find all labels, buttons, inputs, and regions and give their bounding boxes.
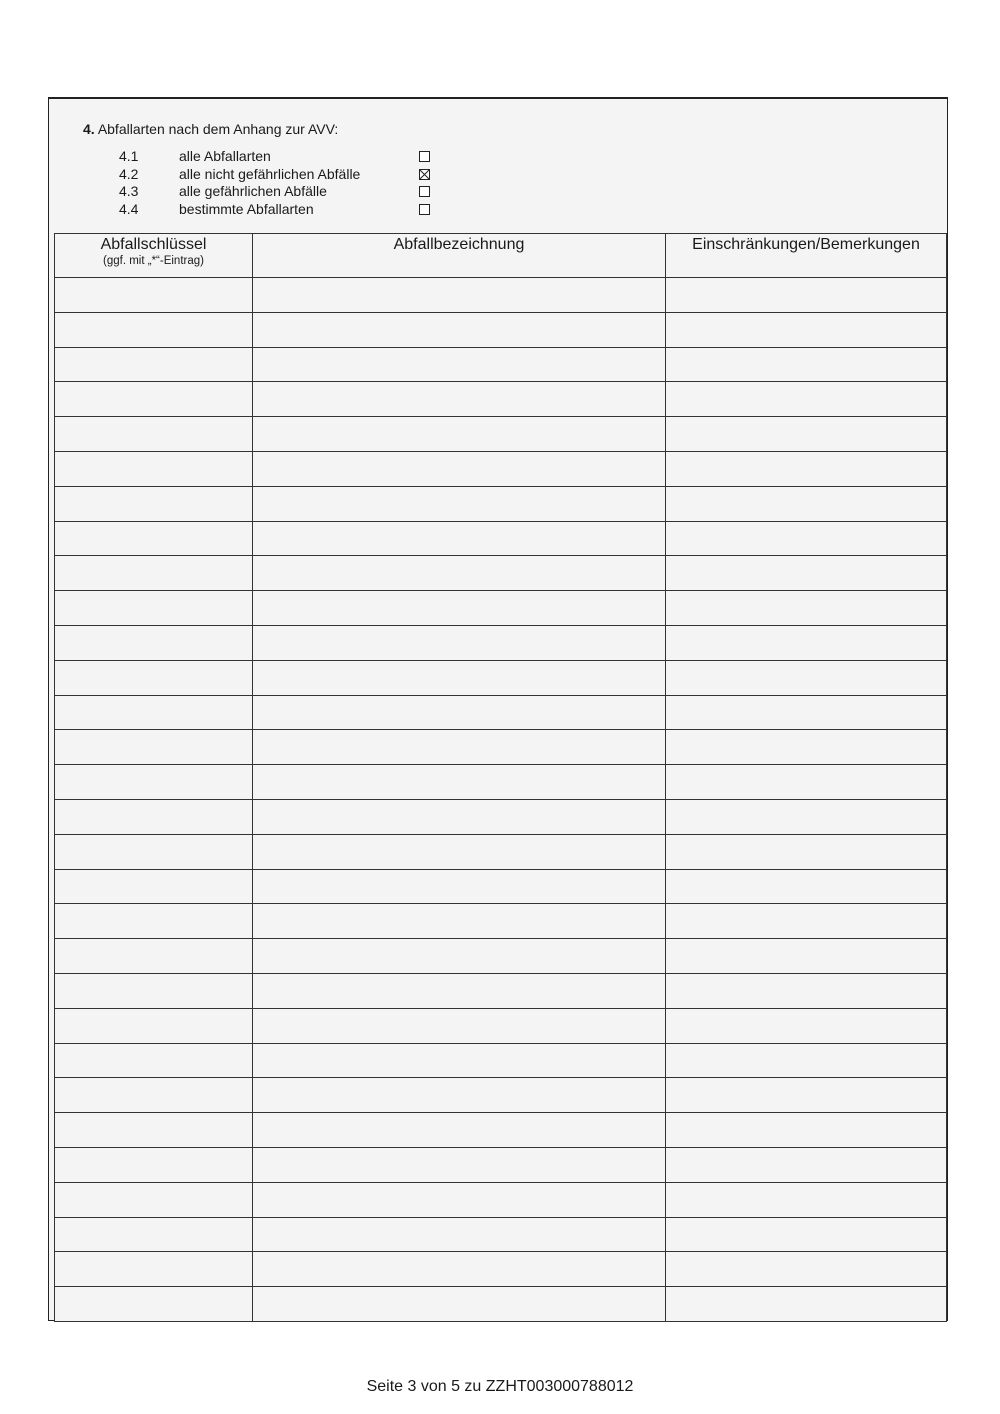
column-header-waste-key: [55, 234, 253, 278]
waste-key-cell[interactable]: [55, 1182, 253, 1217]
waste-key-cell[interactable]: [55, 347, 253, 382]
designation-cell[interactable]: [253, 556, 666, 591]
section-number: 4.: [83, 121, 95, 137]
waste-key-cell[interactable]: [55, 939, 253, 974]
designation-cell[interactable]: [253, 1252, 666, 1287]
option-label: alle gefährlichen Abfälle: [179, 183, 327, 199]
page-footer: Seite 3 von 5 zu ZZHT003000788012: [366, 1378, 634, 1395]
form-section-frame: [48, 97, 948, 1321]
checkbox-hazardous-waste[interactable]: [419, 186, 430, 197]
column-header-remarks: Einschränkungen/Bemerkungen: [666, 234, 947, 278]
option-row-4-3: [119, 183, 439, 201]
designation-cell[interactable]: [253, 730, 666, 765]
remarks-cell[interactable]: [666, 799, 947, 834]
designation-cell[interactable]: [253, 312, 666, 347]
waste-key-cell[interactable]: [55, 625, 253, 660]
remarks-cell[interactable]: [666, 1287, 947, 1322]
option-label: alle Abfallarten: [179, 148, 271, 164]
designation-cell[interactable]: [253, 799, 666, 834]
waste-key-header-label: Abfallschlüssel: [100, 236, 207, 253]
waste-key-cell[interactable]: [55, 973, 253, 1008]
waste-key-cell[interactable]: [55, 765, 253, 800]
table-row: [55, 1147, 947, 1182]
waste-key-cell[interactable]: [55, 1147, 253, 1182]
waste-key-cell[interactable]: [55, 1287, 253, 1322]
remarks-cell[interactable]: [666, 765, 947, 800]
designation-cell[interactable]: [253, 1008, 666, 1043]
table-row: [55, 1078, 947, 1113]
remarks-cell[interactable]: [666, 834, 947, 869]
designation-cell[interactable]: [253, 591, 666, 626]
designation-cell[interactable]: [253, 1078, 666, 1113]
table-row: [55, 1287, 947, 1322]
remarks-cell[interactable]: [666, 591, 947, 626]
waste-key-cell[interactable]: [55, 1252, 253, 1287]
table-row: [55, 869, 947, 904]
waste-key-cell[interactable]: [55, 799, 253, 834]
waste-key-cell[interactable]: [55, 278, 253, 313]
table-row: [55, 1043, 947, 1078]
designation-cell[interactable]: [253, 1217, 666, 1252]
waste-key-cell[interactable]: [55, 451, 253, 486]
remarks-cell[interactable]: [666, 417, 947, 452]
table-header-row: [55, 234, 947, 278]
remarks-cell[interactable]: [666, 382, 947, 417]
table-row: [55, 521, 947, 556]
table-row: [55, 382, 947, 417]
checkbox-specific-waste-types[interactable]: [419, 204, 430, 215]
table-row: [55, 799, 947, 834]
table-row: [55, 765, 947, 800]
designation-cell[interactable]: [253, 278, 666, 313]
remarks-cell[interactable]: [666, 1217, 947, 1252]
waste-key-cell[interactable]: [55, 730, 253, 765]
table-row: [55, 347, 947, 382]
option-row-4-4: [119, 201, 439, 219]
option-row-4-2: [119, 166, 439, 184]
table-row: [55, 451, 947, 486]
waste-key-cell[interactable]: [55, 695, 253, 730]
remarks-cell[interactable]: [666, 730, 947, 765]
table-row: [55, 312, 947, 347]
waste-key-cell[interactable]: [55, 382, 253, 417]
waste-key-cell[interactable]: [55, 1008, 253, 1043]
remarks-cell[interactable]: [666, 556, 947, 591]
table-row: [55, 1008, 947, 1043]
section-title: Abfallarten nach dem Anhang zur AVV:: [97, 121, 339, 137]
remarks-cell[interactable]: [666, 312, 947, 347]
table-row: [55, 730, 947, 765]
table-row: [55, 556, 947, 591]
option-label: alle nicht gefährlichen Abfälle: [179, 165, 361, 182]
designation-cell[interactable]: [253, 904, 666, 939]
waste-key-cell[interactable]: [55, 521, 253, 556]
remarks-cell[interactable]: [666, 347, 947, 382]
remarks-cell[interactable]: [666, 451, 947, 486]
table-row: [55, 939, 947, 974]
waste-key-cell[interactable]: [55, 904, 253, 939]
designation-cell[interactable]: [253, 1287, 666, 1322]
remarks-cell[interactable]: [666, 1078, 947, 1113]
waste-types-table: [54, 233, 947, 1322]
remarks-cell[interactable]: [666, 695, 947, 730]
remarks-cell[interactable]: [666, 869, 947, 904]
designation-cell[interactable]: [253, 869, 666, 904]
designation-cell[interactable]: [253, 521, 666, 556]
waste-key-cell[interactable]: [55, 1043, 253, 1078]
table-row: [55, 591, 947, 626]
remarks-cell[interactable]: [666, 904, 947, 939]
table-row: [55, 1182, 947, 1217]
option-number: 4.2: [119, 165, 139, 182]
waste-key-cell[interactable]: [55, 312, 253, 347]
remarks-cell[interactable]: [666, 1182, 947, 1217]
remarks-cell[interactable]: [666, 521, 947, 556]
option-row-4-1: [119, 148, 439, 166]
designation-cell[interactable]: [253, 660, 666, 695]
table-row: [55, 1217, 947, 1252]
remarks-cell[interactable]: [666, 1008, 947, 1043]
checkbox-all-waste-types[interactable]: [419, 151, 430, 162]
remarks-cell[interactable]: [666, 486, 947, 521]
waste-key-cell[interactable]: [55, 1217, 253, 1252]
option-number: 4.3: [119, 183, 139, 199]
remarks-cell[interactable]: [666, 939, 947, 974]
waste-key-cell[interactable]: [55, 591, 253, 626]
table-row: [55, 904, 947, 939]
designation-cell[interactable]: [253, 695, 666, 730]
designation-cell[interactable]: [253, 1113, 666, 1148]
remarks-cell[interactable]: [666, 973, 947, 1008]
waste-key-cell[interactable]: [55, 660, 253, 695]
table-row: [55, 695, 947, 730]
remarks-cell[interactable]: [666, 625, 947, 660]
waste-key-cell[interactable]: [55, 869, 253, 904]
table-row: [55, 1113, 947, 1148]
waste-key-header-note: (ggf. mit „*“-Eintrag): [103, 255, 204, 267]
designation-cell[interactable]: [253, 1147, 666, 1182]
option-number: 4.4: [119, 200, 139, 217]
remarks-cell[interactable]: [666, 278, 947, 313]
remarks-cell[interactable]: [666, 1147, 947, 1182]
designation-cell[interactable]: [253, 1043, 666, 1078]
table-row: [55, 660, 947, 695]
waste-type-options: [119, 148, 439, 218]
column-header-designation: Abfallbezeichnung: [253, 234, 666, 278]
waste-key-cell[interactable]: [55, 486, 253, 521]
designation-cell[interactable]: [253, 834, 666, 869]
table-row: [55, 625, 947, 660]
table-row: [55, 417, 947, 452]
table-row: [55, 834, 947, 869]
designation-cell[interactable]: [253, 1182, 666, 1217]
designation-cell[interactable]: [253, 451, 666, 486]
section-heading: [83, 121, 338, 137]
table-row: [55, 973, 947, 1008]
remarks-cell[interactable]: [666, 1113, 947, 1148]
remarks-cell[interactable]: [666, 660, 947, 695]
designation-cell[interactable]: [253, 765, 666, 800]
table-row: [55, 486, 947, 521]
designation-cell[interactable]: [253, 625, 666, 660]
remarks-cell[interactable]: [666, 1043, 947, 1078]
waste-key-cell[interactable]: [55, 417, 253, 452]
remarks-cell[interactable]: [666, 1252, 947, 1287]
designation-cell[interactable]: [253, 939, 666, 974]
waste-key-cell[interactable]: [55, 1078, 253, 1113]
designation-cell[interactable]: [253, 486, 666, 521]
checkbox-non-hazardous-waste[interactable]: [419, 169, 430, 180]
waste-key-cell[interactable]: [55, 556, 253, 591]
waste-key-cell[interactable]: [55, 1113, 253, 1148]
table-row: [55, 278, 947, 313]
option-label: bestimmte Abfallarten: [179, 200, 314, 217]
designation-cell[interactable]: [253, 417, 666, 452]
designation-cell[interactable]: [253, 382, 666, 417]
table-row: [55, 1252, 947, 1287]
designation-cell[interactable]: [253, 347, 666, 382]
option-number: 4.1: [119, 148, 139, 164]
designation-cell[interactable]: [253, 973, 666, 1008]
table-body: [55, 278, 947, 1322]
waste-key-cell[interactable]: [55, 834, 253, 869]
